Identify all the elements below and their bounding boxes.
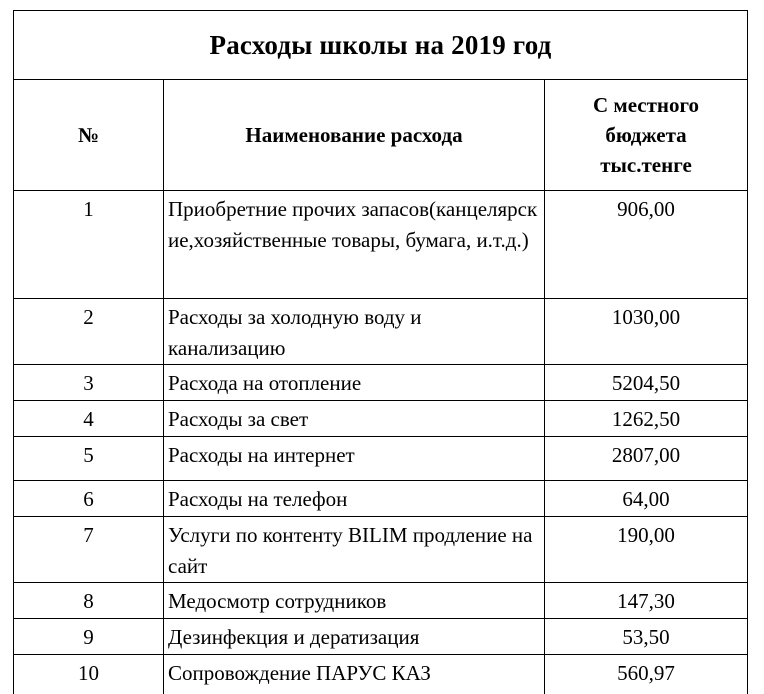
row-amount: 906,00 [545,191,748,299]
row-number: 10 [14,655,164,694]
row-amount: 1030,00 [545,299,748,365]
header-amount-label: С местного бюджета тыс.тенге [592,93,700,177]
header-amount [545,80,748,191]
row-amount: 147,30 [545,583,748,619]
table-title: Расходы школы на 2019 год [14,11,748,80]
row-number: 3 [14,365,164,401]
table-row [14,437,748,481]
row-amount: 5204,50 [545,365,748,401]
row-amount: 53,50 [545,619,748,655]
row-amount: 2807,00 [545,437,748,481]
row-number: 8 [14,583,164,619]
table-row [14,619,748,655]
row-name: Дезинфекция и дератизация [164,619,545,655]
table-row [14,299,748,365]
header-row [14,80,748,191]
row-name: Медосмотр сотрудников [164,583,545,619]
row-amount: 64,00 [545,481,748,517]
row-name: Расходы за холодную воду и канализацию [164,299,545,365]
row-name: Сопровождение ПАРУС КАЗ [164,655,545,694]
row-name: Расходы на интернет [164,437,545,481]
table-row [14,191,748,299]
row-name: Услуги по контенту BILIM продление на сайт [164,517,545,583]
table-row [14,655,748,694]
table-row [14,481,748,517]
row-number: 9 [14,619,164,655]
table-row [14,583,748,619]
table-row [14,365,748,401]
header-name: Наименование расхода [164,80,545,191]
expenses-table [13,10,748,694]
row-amount: 190,00 [545,517,748,583]
row-number: 2 [14,299,164,365]
row-number: 4 [14,401,164,437]
row-number: 6 [14,481,164,517]
row-number: 7 [14,517,164,583]
row-name: Расхода на отопление [164,365,545,401]
row-amount: 560,97 [545,655,748,694]
row-number: 1 [14,191,164,299]
table-row [14,517,748,583]
row-amount: 1262,50 [545,401,748,437]
row-name: Расходы на телефон [164,481,545,517]
header-number: № [14,80,164,191]
row-name: Расходы за свет [164,401,545,437]
table-row [14,401,748,437]
row-name: Приобретние прочих запасов(канцелярские,хозяйственные товары, бумага, и.т.д.) [164,191,545,299]
row-number: 5 [14,437,164,481]
title-row [14,11,748,80]
